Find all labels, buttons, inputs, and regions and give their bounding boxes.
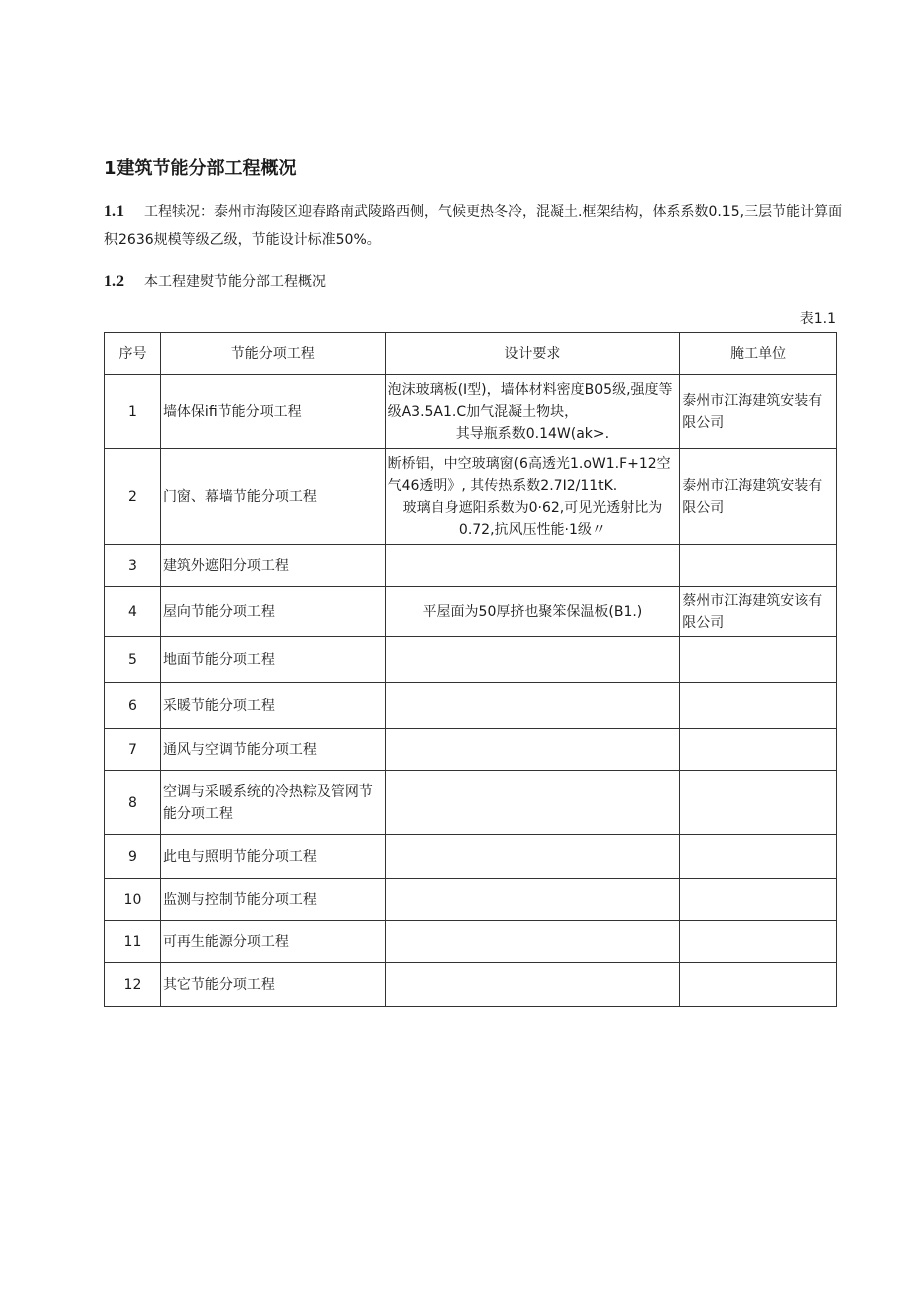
row-unit	[680, 963, 837, 1007]
row-requirement	[385, 835, 680, 879]
section-1-2	[104, 268, 326, 296]
row-requirement	[385, 729, 680, 771]
header-item: 节能分项工程	[160, 333, 385, 375]
row-number: 3	[105, 545, 161, 587]
row-number: 2	[105, 449, 161, 545]
row-item: 其它节能分项工程	[160, 963, 385, 1007]
requirement-line: 其导瓶系数0.14W(ak>.	[455, 425, 610, 442]
row-item: 地面节能分项工程	[160, 637, 385, 683]
table-row	[105, 545, 837, 587]
page-title: 1建筑节能分部工程概况	[104, 158, 297, 179]
table-header-row	[105, 333, 837, 375]
table-row	[105, 729, 837, 771]
row-unit: 泰州市江海建筑安装有限公司	[680, 449, 837, 545]
row-item: 屋向节能分项工程	[160, 587, 385, 637]
row-item: 可再生能源分项工程	[160, 921, 385, 963]
row-item: 空调与采暖系统的冷热粽及管网节能分项工程	[160, 771, 385, 835]
row-number: 12	[105, 963, 161, 1007]
table-row	[105, 637, 837, 683]
row-requirement	[385, 637, 680, 683]
header-requirement: 设计要求	[385, 333, 680, 375]
requirement-line: 玻璃自身遮阳系数为0·62,可见光透射比为0.72,抗风压性能·1级〃	[402, 499, 663, 538]
row-requirement	[385, 375, 680, 449]
row-requirement	[385, 963, 680, 1007]
row-requirement	[385, 449, 680, 545]
row-unit	[680, 921, 837, 963]
header-no: 序号	[105, 333, 161, 375]
row-unit	[680, 771, 837, 835]
row-unit	[680, 835, 837, 879]
row-number: 10	[105, 879, 161, 921]
requirement-line: 断桥铝，中空玻璃窗(6高透光1.oW1.F+12空气46透明》, 其传热系数2.7I2/11tK.	[387, 455, 671, 494]
section-number: 1.2	[104, 273, 124, 290]
table-row	[105, 587, 837, 637]
section-1-1	[104, 198, 844, 254]
requirement-line: 泡沫玻璃板(I型)，墙体材料密度B05级,强度等级A3.5A1.C加气混凝土物块，	[387, 381, 673, 420]
row-number: 4	[105, 587, 161, 637]
row-unit: 蔡州市江海建筑安该有限公司	[680, 587, 837, 637]
row-number: 7	[105, 729, 161, 771]
row-requirement	[385, 879, 680, 921]
row-requirement	[385, 921, 680, 963]
row-unit	[680, 545, 837, 587]
section-number: 1.1	[104, 203, 124, 220]
row-requirement	[385, 545, 680, 587]
row-item: 墙体保ifi节能分项工程	[160, 375, 385, 449]
table-row	[105, 771, 837, 835]
row-unit	[680, 683, 837, 729]
row-unit	[680, 637, 837, 683]
row-number: 6	[105, 683, 161, 729]
row-unit	[680, 729, 837, 771]
table-row	[105, 921, 837, 963]
row-item: 通风与空调节能分项工程	[160, 729, 385, 771]
row-number: 1	[105, 375, 161, 449]
row-number: 11	[105, 921, 161, 963]
row-requirement	[385, 587, 680, 637]
table-row	[105, 449, 837, 545]
row-number: 9	[105, 835, 161, 879]
row-item: 门窗、幕墙节能分项工程	[160, 449, 385, 545]
row-unit: 泰州市江海建筑安装有限公司	[680, 375, 837, 449]
table-row	[105, 963, 837, 1007]
table-row	[105, 683, 837, 729]
row-requirement	[385, 683, 680, 729]
row-item: 建筑外遮阳分项工程	[160, 545, 385, 587]
row-number: 5	[105, 637, 161, 683]
header-unit: 腌工单位	[680, 333, 837, 375]
requirement-line: 平屋面为50厚挤也聚笨保温板(B1.)	[422, 603, 643, 620]
row-requirement	[385, 771, 680, 835]
row-number: 8	[105, 771, 161, 835]
table-row	[105, 879, 837, 921]
row-item: 采暖节能分项工程	[160, 683, 385, 729]
row-item: 此电与照明节能分项工程	[160, 835, 385, 879]
table-row	[105, 835, 837, 879]
section-text: 本工程建熨节能分部工程概况	[144, 274, 326, 290]
table-row	[105, 375, 837, 449]
section-text: 工程犊况：泰州市海陵区迎春路南武陵路西侧，气候更热冬冷，混凝土.框架结构，体系系数0.15,三层节能计算面积2636规模等级乙级，节能设计标准50%。	[104, 204, 843, 248]
table-caption: 表1.1	[799, 311, 836, 327]
row-unit	[680, 879, 837, 921]
row-item: 监测与控制节能分项工程	[160, 879, 385, 921]
energy-table	[104, 332, 837, 1007]
